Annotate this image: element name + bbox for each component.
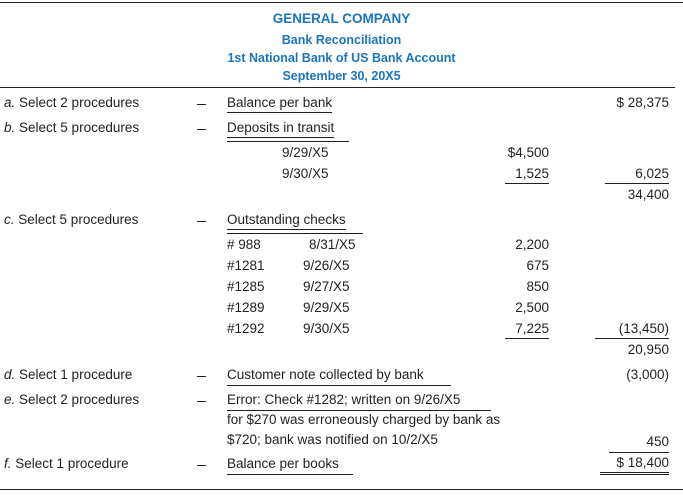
check-date: 8/31/X5 xyxy=(309,237,356,252)
report-date: September 30, 20X5 xyxy=(282,69,401,83)
error-line-1-underline xyxy=(227,410,491,411)
header-divider xyxy=(0,87,675,88)
deposits-total: 6,025 xyxy=(605,166,669,184)
check-number: #1281 xyxy=(227,258,265,273)
bottom-border xyxy=(0,489,683,490)
error-line-2: for $270 was erroneously charged by bank as xyxy=(227,412,501,427)
error-line-3: $720; bank was notified on 10/2/X5 xyxy=(227,432,438,447)
deposits-in-transit-label: Deposits in transit xyxy=(227,120,334,138)
balance-per-books-label: Balance per books xyxy=(227,456,339,471)
balance-per-books-total: $ 18,400 xyxy=(600,455,669,475)
row-b-select[interactable] xyxy=(4,120,139,136)
checks-total: (13,450) xyxy=(595,321,669,339)
row-a-select-label: Select 2 procedures xyxy=(19,95,140,110)
row-e-dash xyxy=(197,401,206,402)
customer-note-underline xyxy=(227,385,451,386)
check-date: 9/27/X5 xyxy=(303,279,350,294)
row-c-select[interactable] xyxy=(4,212,138,228)
deposit-date: 9/29/X5 xyxy=(282,145,329,160)
check-number: #1285 xyxy=(227,279,265,294)
row-f-select-label: Select 1 procedure xyxy=(15,456,129,471)
row-b-dash xyxy=(197,129,206,130)
deposits-label-underline xyxy=(227,141,349,142)
row-d-dash xyxy=(197,376,206,377)
deposit-amount: 1,525 xyxy=(505,166,549,184)
deposit-date: 9/30/X5 xyxy=(282,166,329,181)
check-date: 9/26/X5 xyxy=(303,258,350,273)
row-b-select-label: Select 5 procedures xyxy=(19,120,140,135)
check-number: #1289 xyxy=(227,300,265,315)
customer-note-amount: (3,000) xyxy=(626,367,669,382)
row-e-select-label: Select 2 procedures xyxy=(19,392,140,407)
top-border xyxy=(0,2,683,3)
account-name: 1st National Bank of US Bank Account xyxy=(227,51,456,65)
row-b-letter: b. xyxy=(4,120,16,135)
check-amount: 850 xyxy=(526,279,549,294)
balance-per-books-underline xyxy=(227,474,353,475)
row-d-select[interactable] xyxy=(4,367,132,383)
row-a-dash xyxy=(197,104,206,105)
row-d-select-label: Select 1 procedure xyxy=(19,367,133,382)
check-number: #1292 xyxy=(227,321,265,336)
checks-label-underline xyxy=(227,233,363,234)
row-a-letter: a. xyxy=(4,95,16,110)
row-c-select-label: Select 5 procedures xyxy=(18,212,139,227)
row-e-select[interactable] xyxy=(4,392,139,408)
subtotal-after-deposits: 34,400 xyxy=(627,187,669,202)
row-f-dash xyxy=(197,465,206,466)
check-date: 9/30/X5 xyxy=(303,321,350,336)
row-f-letter: f. xyxy=(4,456,12,471)
check-number: # 988 xyxy=(227,237,261,252)
row-c-letter: c. xyxy=(4,212,15,227)
balance-per-bank-total: $ 28,375 xyxy=(616,95,669,110)
check-amount: 675 xyxy=(526,258,549,273)
balance-per-bank-label: Balance per bank xyxy=(227,95,332,113)
report-title: Bank Reconciliation xyxy=(281,33,402,47)
check-amount: 7,225 xyxy=(505,321,549,339)
error-amount-underline xyxy=(609,452,669,453)
row-c-dash xyxy=(197,221,206,222)
customer-note-label: Customer note collected by bank xyxy=(227,367,424,382)
check-date: 9/29/X5 xyxy=(303,300,350,315)
row-e-letter: e. xyxy=(4,392,16,407)
row-a-select[interactable] xyxy=(4,95,139,111)
check-amount: 2,500 xyxy=(515,300,549,315)
subtotal-after-checks: 20,950 xyxy=(627,342,669,357)
row-f-select[interactable] xyxy=(4,456,129,472)
outstanding-checks-label: Outstanding checks xyxy=(227,212,346,230)
company-name: GENERAL COMPANY xyxy=(272,11,411,26)
error-line-1: Error: Check #1282; written on 9/26/X5 xyxy=(227,392,461,407)
check-amount: 2,200 xyxy=(515,237,549,252)
deposit-amount: $4,500 xyxy=(507,145,549,160)
error-amount: 450 xyxy=(646,434,669,449)
row-d-letter: d. xyxy=(4,367,16,382)
